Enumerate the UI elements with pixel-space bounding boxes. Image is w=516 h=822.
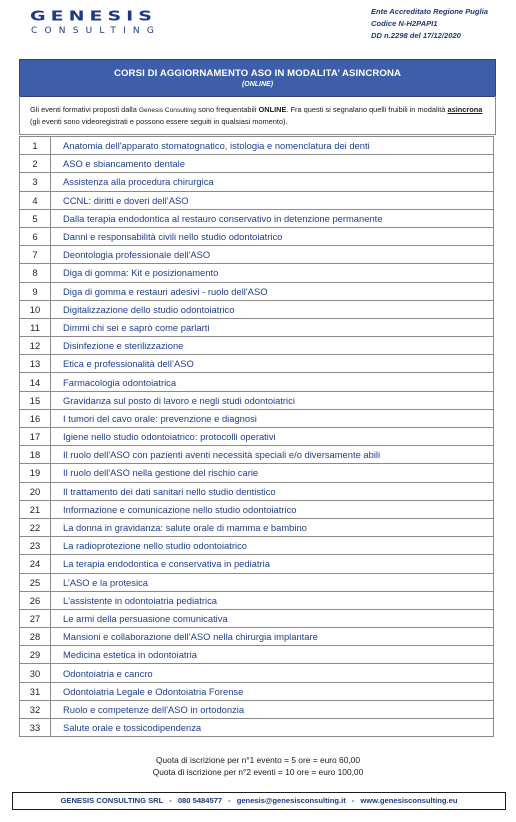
footer-separator: - [228, 796, 231, 805]
course-row [20, 500, 494, 518]
course-number: 22 [20, 518, 51, 536]
course-number: 19 [20, 464, 51, 482]
course-title: Diga di gomma: Kit e posizionamento [51, 264, 494, 282]
course-row [20, 664, 494, 682]
course-number: 16 [20, 409, 51, 427]
footer-company: GENESIS CONSULTING SRL [60, 796, 164, 805]
course-title: Ruolo e competenze dell'ASO in ortodonzia [51, 700, 494, 718]
course-title: I tumori del cavo orale: prevenzione e diagnosi [51, 409, 494, 427]
course-number: 10 [20, 300, 51, 318]
course-number: 11 [20, 318, 51, 336]
course-row [20, 155, 494, 173]
course-row [20, 518, 494, 536]
course-row [20, 537, 494, 555]
course-title: La terapia endodontica e conservativa in pediatria [51, 555, 494, 573]
fee-line: Quota di iscrizione per n°1 evento = 5 ore = euro 60,00 [155, 755, 360, 765]
course-title: Igiene nello studio odontoiatrico: protocolli operativi [51, 428, 494, 446]
course-title: L’ASO e la protesica [51, 573, 494, 591]
course-row [20, 300, 494, 318]
course-row [20, 446, 494, 464]
course-number: 18 [20, 446, 51, 464]
course-title: Anatomia dell'apparato stomatognatico, istologia e nomenclatura dei denti [51, 137, 494, 155]
course-number: 4 [20, 191, 51, 209]
course-number: 12 [20, 337, 51, 355]
course-title: Il ruolo dell'ASO nella gestione del rischio carie [51, 464, 494, 482]
course-row [20, 464, 494, 482]
course-title: Mansioni e collaborazione dell’ASO nella chirurgia implantare [51, 628, 494, 646]
course-number: 24 [20, 555, 51, 573]
course-number: 28 [20, 628, 51, 646]
course-title: Danni e responsabilità civili nello studio odontoiatrico [51, 227, 494, 245]
footer-separator: - [351, 796, 355, 805]
course-number: 23 [20, 537, 51, 555]
course-row [20, 646, 494, 664]
course-row [20, 682, 494, 700]
course-number: 30 [20, 664, 51, 682]
course-title: Salute orale e tossicodipendenza [51, 719, 494, 737]
course-title: L'assistente in odontoiatria pediatrica [51, 591, 494, 609]
page-title: CORSI DI AGGIORNAMENTO ASO IN MODALITA’ ASINCRONA [113, 68, 402, 79]
course-row [20, 391, 494, 409]
course-title: La donna in gravidanza: salute orale di mamma e bambino [51, 518, 494, 536]
course-row [20, 555, 494, 573]
course-title: Medicina estetica in odontoiatria [51, 646, 494, 664]
course-title: Farmacologia odontoiatrica [51, 373, 494, 391]
page-subtitle: (ONLINE) [241, 81, 274, 88]
logo-wordmark: GENESIS [30, 8, 157, 25]
course-row [20, 373, 494, 391]
footer-separator: - [169, 796, 172, 805]
intro-text-part: (gli eventi sono videoregistrati e possono essere seguiti in qualsiasi momento). [30, 117, 288, 126]
course-number: 7 [20, 246, 51, 264]
course-title: Diga di gomma e restauri adesivi - ruolo dell'ASO [51, 282, 494, 300]
course-number: 5 [20, 209, 51, 227]
course-row [20, 209, 494, 227]
course-title: Informazione e comunicazione nello studio odontoiatrico [51, 500, 494, 518]
intro-text-part: sono frequentabili [196, 105, 259, 114]
course-row [20, 227, 494, 245]
title-banner [19, 59, 496, 97]
course-title: Le armi della persuasione comunicativa [51, 609, 494, 627]
intro-text-part: Gli eventi formativi proposti dalla [30, 105, 139, 114]
course-row [20, 609, 494, 627]
course-title: Odontoiatria e cancro [51, 664, 494, 682]
online-emphasis: ONLINE [258, 105, 287, 114]
intro-box [19, 96, 496, 135]
courses-table [19, 136, 494, 737]
course-number: 15 [20, 391, 51, 409]
footer-phone: 080 5484577 [177, 796, 223, 805]
course-title: CCNL: diritti e doveri dell’ASO [51, 191, 494, 209]
course-row [20, 264, 494, 282]
course-title: Il trattamento dei dati sanitari nello studio dentistico [51, 482, 494, 500]
course-row [20, 173, 494, 191]
course-title: ASO e sbiancamento dentale [51, 155, 494, 173]
course-title: Odontoiatria Legale e Odontoiatria Forense [51, 682, 494, 700]
course-number: 14 [20, 373, 51, 391]
course-title: Dalla terapia endodontica al restauro conservativo in detenzione permanente [51, 209, 494, 227]
course-number: 27 [20, 609, 51, 627]
course-title: Digitalizzazione dello studio odontoiatrico [51, 300, 494, 318]
course-row [20, 246, 494, 264]
course-row [20, 355, 494, 373]
course-title: Etica e professionalità dell’ASO [51, 355, 494, 373]
course-row [20, 428, 494, 446]
course-title: Disinfezione e sterilizzazione [51, 337, 494, 355]
course-title: Deontologia professionale dell'ASO [51, 246, 494, 264]
footer-contacts [12, 792, 506, 810]
course-number: 6 [20, 227, 51, 245]
course-number: 21 [20, 500, 51, 518]
accreditation-block [371, 6, 488, 42]
course-row [20, 318, 494, 336]
course-row [20, 409, 494, 427]
intro-text-part: . Fra questi si segnalano quelli fruibili in modalità [286, 105, 448, 114]
course-title: Il ruolo dell'ASO con pazienti aventi necessità speciali e/o diversamente abili [51, 446, 494, 464]
course-row [20, 628, 494, 646]
asincrona-emphasis: asincrona [447, 105, 483, 114]
course-number: 13 [20, 355, 51, 373]
course-number: 17 [20, 428, 51, 446]
course-number: 33 [20, 719, 51, 737]
course-number: 9 [20, 282, 51, 300]
course-number: 25 [20, 573, 51, 591]
course-row [20, 137, 494, 155]
fee-line: Quota di iscrizione per n°2 eventi = 10 ore = euro 100,00 [152, 767, 364, 777]
course-row [20, 700, 494, 718]
accreditation-line: Codice N-H2PAPI1 [370, 19, 438, 28]
course-row [20, 591, 494, 609]
accreditation-line: Ente Accreditato Regione Puglia [370, 7, 488, 16]
course-number: 2 [20, 155, 51, 173]
fees-block [0, 754, 516, 778]
course-number: 3 [20, 173, 51, 191]
course-title: Gravidanza sul posto di lavoro e negli studi odontoiatrici [51, 391, 494, 409]
course-title: Dimmi chi sei e saprò come parlarti [51, 318, 494, 336]
course-row [20, 337, 494, 355]
footer-email[interactable]: genesis@genesisconsulting.it [236, 796, 346, 805]
course-number: 29 [20, 646, 51, 664]
course-row [20, 573, 494, 591]
logo-subtitle: CONSULTING [31, 26, 162, 36]
intro-text [20, 96, 495, 127]
company-logo [30, 8, 190, 36]
course-title: Assistenza alla procedura chirurgica [51, 173, 494, 191]
footer-website[interactable]: www.genesisconsulting.eu [360, 796, 458, 805]
course-row [20, 719, 494, 737]
course-row [20, 282, 494, 300]
course-row [20, 482, 494, 500]
course-number: 32 [20, 700, 51, 718]
course-number: 8 [20, 264, 51, 282]
course-number: 31 [20, 682, 51, 700]
course-row [20, 191, 494, 209]
course-number: 26 [20, 591, 51, 609]
course-title: La radioprotezione nello studio odontoiatrico [51, 537, 494, 555]
course-number: 1 [20, 137, 51, 155]
accreditation-line: DD n.2298 del 17/12/2020 [370, 31, 461, 40]
company-name: Genesis Consulting [138, 107, 197, 114]
course-number: 20 [20, 482, 51, 500]
